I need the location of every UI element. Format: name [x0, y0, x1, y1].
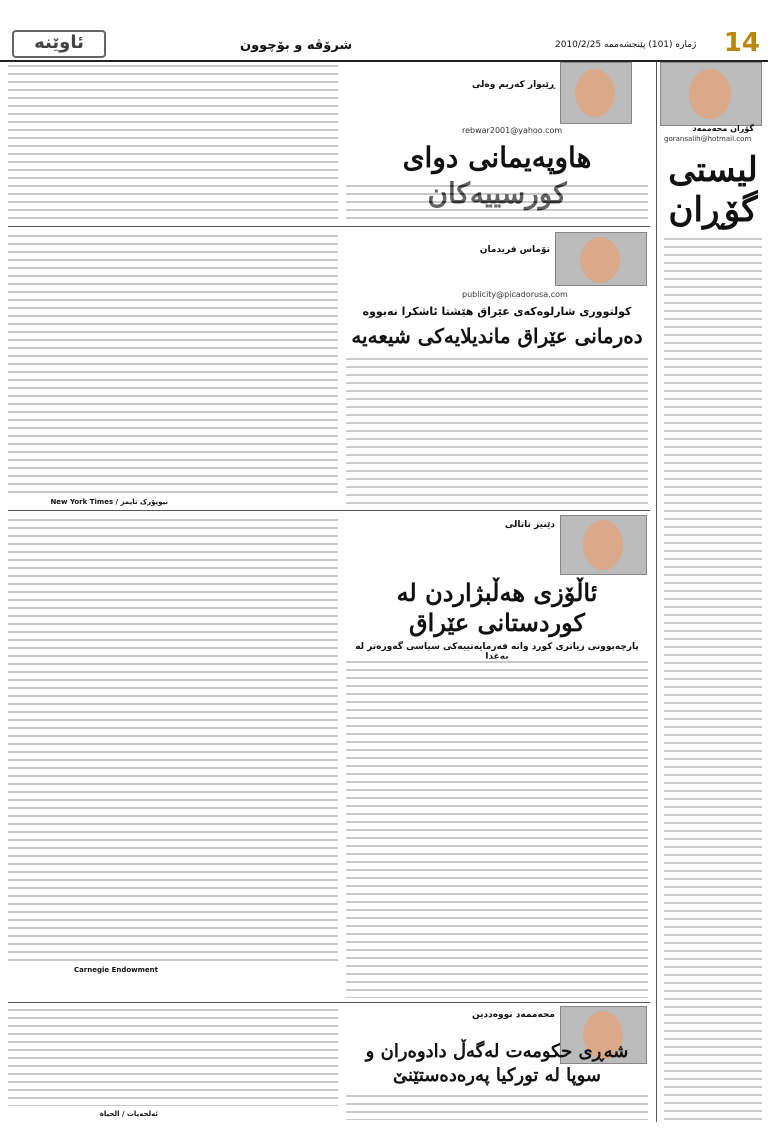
article4-author: محەممەد نووەددین [472, 1010, 555, 1020]
newspaper-logo: ئاوێنە [12, 30, 106, 58]
divider [8, 510, 650, 511]
columnist-name: گۆران محەممەد [692, 124, 754, 133]
article2-headline: دەرمانی عێراق ماندیلایەکی شیعەیە [351, 324, 643, 348]
article2-source: نیویۆرک تایمز / New York Times [50, 498, 168, 506]
column-body-text [664, 235, 762, 1120]
article1-body-text [8, 62, 338, 222]
columnist-face [689, 69, 731, 119]
article1-email: rebwar2001@yahoo.com [462, 126, 563, 135]
section-title: شرۆڤە و بۆچوون [240, 38, 353, 53]
article1-intro-text [346, 182, 648, 220]
article1-headline: هاوپەیمانی دوای کورسییەکان [402, 141, 592, 210]
article3-text-side [8, 516, 338, 966]
article2-kicker: کولتووری شارلوەکەی عێراق هێشتا ئاشکرا نەبووە [362, 305, 632, 318]
columnist-photo [660, 62, 762, 126]
issue-line: ژماره (101) پێنجشەممە 2010/2/25 [555, 40, 697, 50]
article2-face [580, 237, 620, 283]
article3-face [583, 520, 623, 570]
divider [8, 1002, 650, 1003]
article3-kicker: پارچەبوونی زیاتری کورد وانە فەرمایەتییەکی سیاسی گەورەتر لە بەغدا [355, 642, 639, 662]
divider [8, 226, 650, 227]
column-divider [656, 62, 657, 1122]
article2-email: publicity@picadorusa.com [462, 290, 568, 299]
article3-text-main [346, 658, 648, 998]
article1-photo [560, 62, 632, 124]
article2-photo [555, 232, 647, 286]
article2-author: تۆماس فریدمان [479, 245, 550, 255]
page-number: 14 [723, 28, 760, 58]
article1-face [575, 69, 615, 117]
article3-photo [560, 515, 647, 575]
article4-text-main [346, 1092, 648, 1120]
article3-author: دێنیز ناتالی [504, 520, 555, 530]
page-header [0, 0, 768, 62]
article3-headline: ئاڵۆزی هەڵبژاردن لە کوردستانی عێراق [396, 578, 598, 637]
article1-author: ڕێبوار کەریم وەلی [471, 80, 555, 90]
article4-text-side [8, 1006, 338, 1106]
columnist-email: goransalih@hotmail.com [664, 135, 752, 143]
article4-headline: شەڕی حکومەت لەگەڵ دادوەران و سوپا لە تورکیا پەرەدەستێنێ [365, 1041, 629, 1086]
article4-source: ئەلحەیات / الحیاة [99, 1110, 158, 1118]
article2-text-main [346, 355, 648, 505]
article3-source: Carnegie Endowment [73, 966, 158, 974]
column-headline: لیستی گۆڕان [668, 150, 758, 230]
article2-text-side [8, 232, 338, 498]
